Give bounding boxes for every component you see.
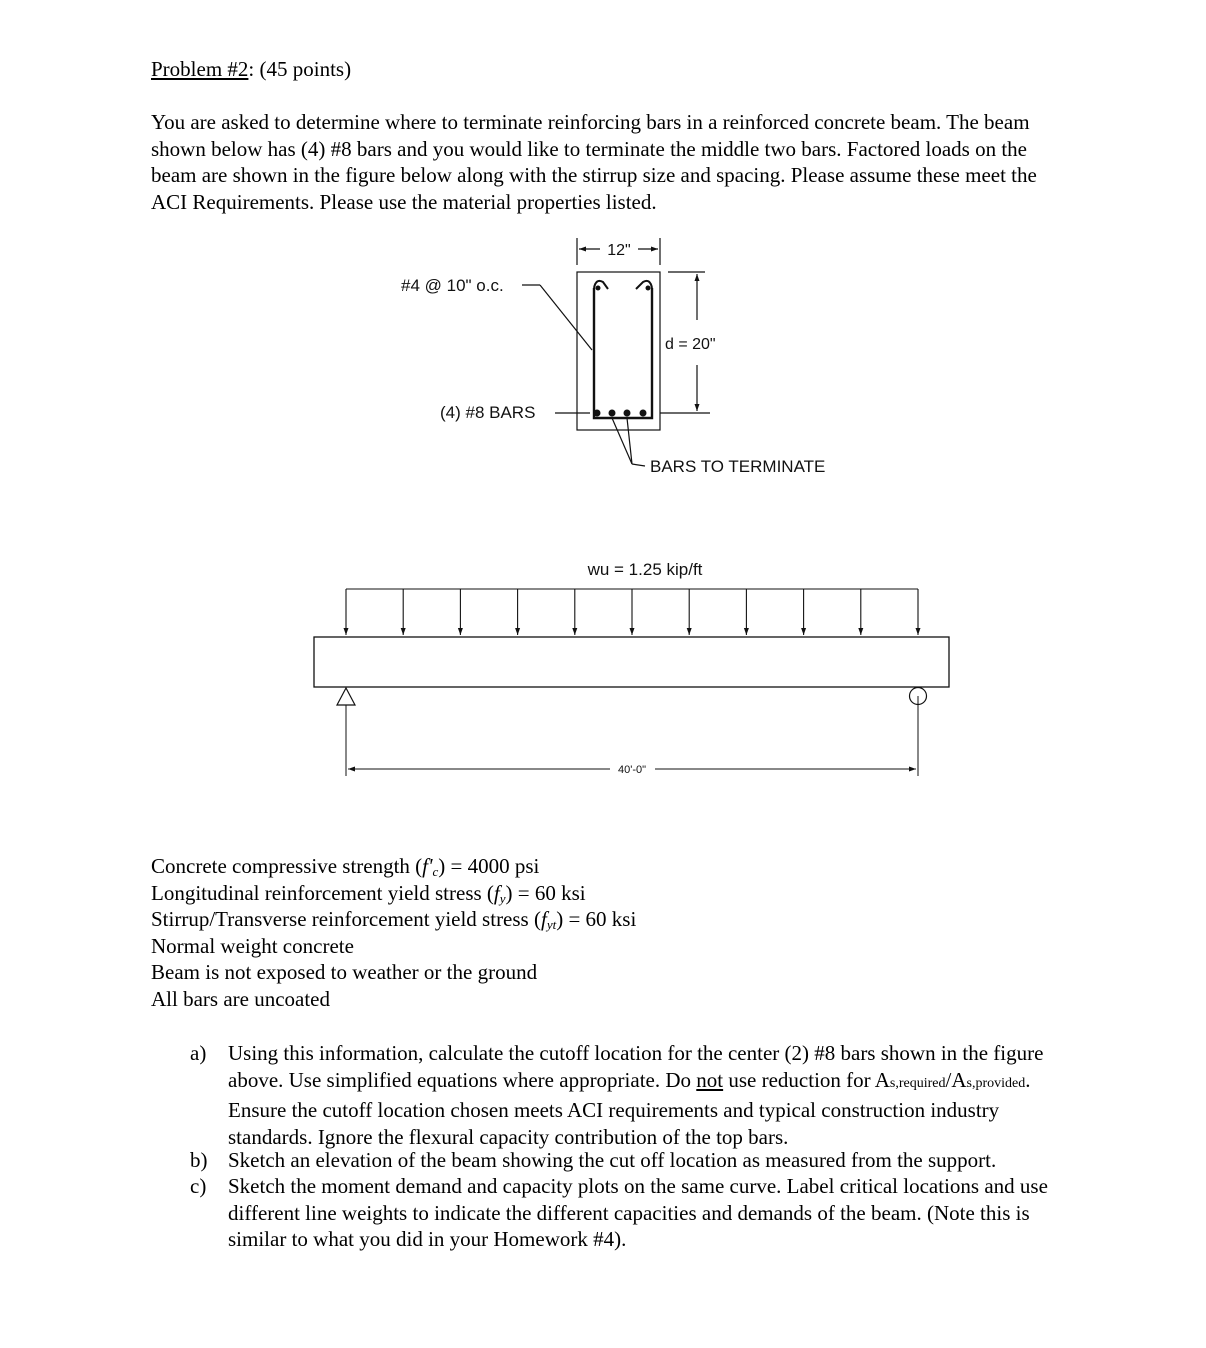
span-label: 40'-0" (617, 764, 647, 776)
intro-line: beam are shown in the figure below along with the stirrup size and spacing. Please assume these meet the (151, 163, 1037, 187)
longitudinal-bars (594, 286, 651, 417)
bar-to-terminate (609, 410, 616, 417)
intro-line: shown below has (4) #8 bars and you would like to terminate the middle two bars. Factored loads on the (151, 136, 1027, 161)
distributed-load (346, 589, 918, 635)
intro-line: ACI Requirements. Please use the material properties listed. (151, 189, 657, 214)
bars-label: (4) #8 BARS (440, 403, 536, 422)
intro-line: You are asked to determine where to terminate reinforcing bars in a reinforced concrete beam. The beam (151, 110, 1030, 134)
pin-support-icon (337, 688, 355, 705)
property-line: Normal weight concrete (151, 933, 354, 958)
stirrup (594, 288, 652, 418)
stirrup-label: #4 @ 10" o.c. (401, 276, 504, 295)
property-line: Beam is not exposed to weather or the ground (151, 960, 538, 984)
bar-to-terminate (624, 410, 631, 417)
property-line: All bars are uncoated (151, 986, 331, 1011)
problem-points: : (45 points) (248, 57, 352, 81)
top-bar (646, 286, 651, 291)
property-fc: Concrete compressive strength $(f'_c) = 4000$ psi (151, 854, 540, 879)
property-fyt: Stirrup/Transverse reinforcement yield stress $(f_{yt}) = 60$ ksi (151, 907, 637, 932)
section-outline (577, 272, 660, 430)
depth-label: d = 20" (665, 336, 716, 353)
beam-elevation (314, 637, 949, 687)
problem-number: Problem #2 (151, 57, 249, 81)
bar (640, 410, 647, 417)
property-fy: Longitudinal reinforcement yield stress $(f_y) = 60$ ksi (151, 880, 586, 906)
top-bar (596, 286, 601, 291)
width-label: 12" (607, 242, 631, 259)
terminate-label: BARS TO TERMINATE (650, 457, 826, 476)
bar (594, 410, 601, 417)
load-label: wu = 1.25 kip/ft (587, 560, 703, 579)
